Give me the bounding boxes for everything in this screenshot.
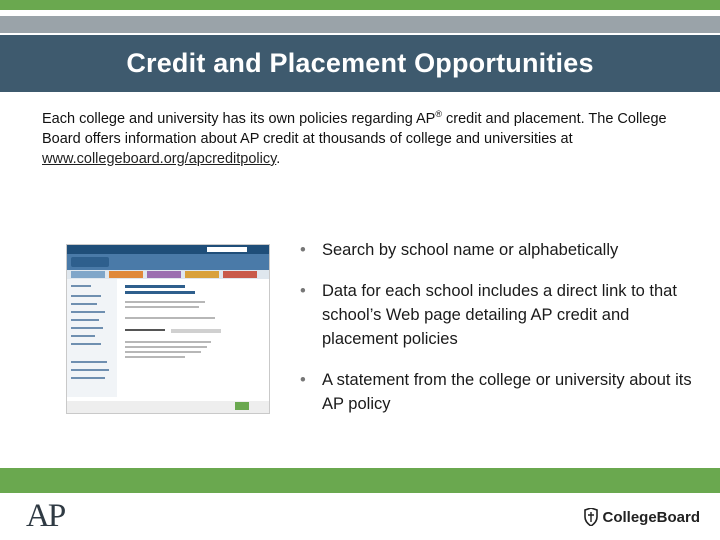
top-grey-bar (0, 16, 720, 33)
footer-green-bar (0, 468, 720, 493)
registered-mark: ® (435, 109, 442, 119)
thumb-tab (223, 271, 257, 278)
thumb-sidebar-line (71, 311, 105, 313)
collegeboard-wordmark: CollegeBoard (602, 508, 700, 526)
intro-text-1: Each college and university has its own policies regarding AP (42, 110, 436, 127)
apcreditpolicy-link[interactable]: www.collegeboard.org/apcreditpolicy (42, 150, 277, 167)
thumb-sidebar-line (71, 369, 109, 371)
thumb-sidebar-line (71, 285, 91, 287)
thumb-text-line (125, 356, 185, 358)
thumb-text-line (125, 351, 201, 353)
thumb-badge (235, 402, 249, 410)
thumb-sidebar-line (71, 361, 107, 363)
thumb-text-line (125, 341, 211, 343)
bullet-text: Data for each school includes a direct link to that school’s Web page detailing AP credit and placement policies (322, 282, 677, 348)
shield-icon (584, 508, 598, 526)
bullet-text: A statement from the college or university about its AP policy (322, 371, 692, 413)
thumb-heading (125, 291, 195, 294)
thumb-sidebar-line (71, 303, 97, 305)
thumb-sidebar-line (71, 343, 101, 345)
thumb-tab (71, 271, 105, 278)
title-banner (0, 35, 720, 92)
thumb-text-line (125, 317, 215, 319)
thumb-sidebar-line (71, 335, 95, 337)
thumb-tab (185, 271, 219, 278)
thumb-sidebar-line (71, 319, 99, 321)
thumb-sidebar-line (71, 377, 105, 379)
ap-credit-policy-website-screenshot (66, 244, 270, 414)
thumb-select-box (171, 329, 221, 333)
thumb-sidebar-line (71, 327, 103, 329)
thumb-sidebar-line (71, 295, 101, 297)
thumb-text-line (125, 301, 205, 303)
thumb-text-line (125, 329, 165, 331)
bullet-dot: • (300, 241, 306, 259)
slide-title: Credit and Placement Opportunities (126, 48, 594, 78)
intro-end: . (276, 150, 281, 167)
thumb-tab (147, 271, 181, 278)
thumb-logo (71, 257, 109, 267)
bullet-dot: • (300, 282, 306, 300)
intro-paragraph (42, 104, 692, 169)
intro-text-2: credit and placement. The College Board offers information about AP credit at thousands of college and universities at (42, 110, 667, 147)
bullet-item (300, 279, 700, 351)
bullet-text: Search by school name or alphabetically (322, 241, 619, 259)
thumb-search-box (207, 247, 247, 252)
thumb-tab (109, 271, 143, 278)
bullet-item (300, 368, 700, 416)
thumb-text-line (125, 346, 207, 348)
thumb-heading (125, 285, 185, 288)
ap-logo: AP (26, 498, 65, 534)
bullet-item (300, 238, 700, 262)
bullet-list (300, 238, 700, 433)
top-green-bar (0, 0, 720, 10)
collegeboard-logo (584, 505, 700, 529)
thumb-text-line (125, 306, 199, 308)
bullet-dot: • (300, 371, 306, 389)
